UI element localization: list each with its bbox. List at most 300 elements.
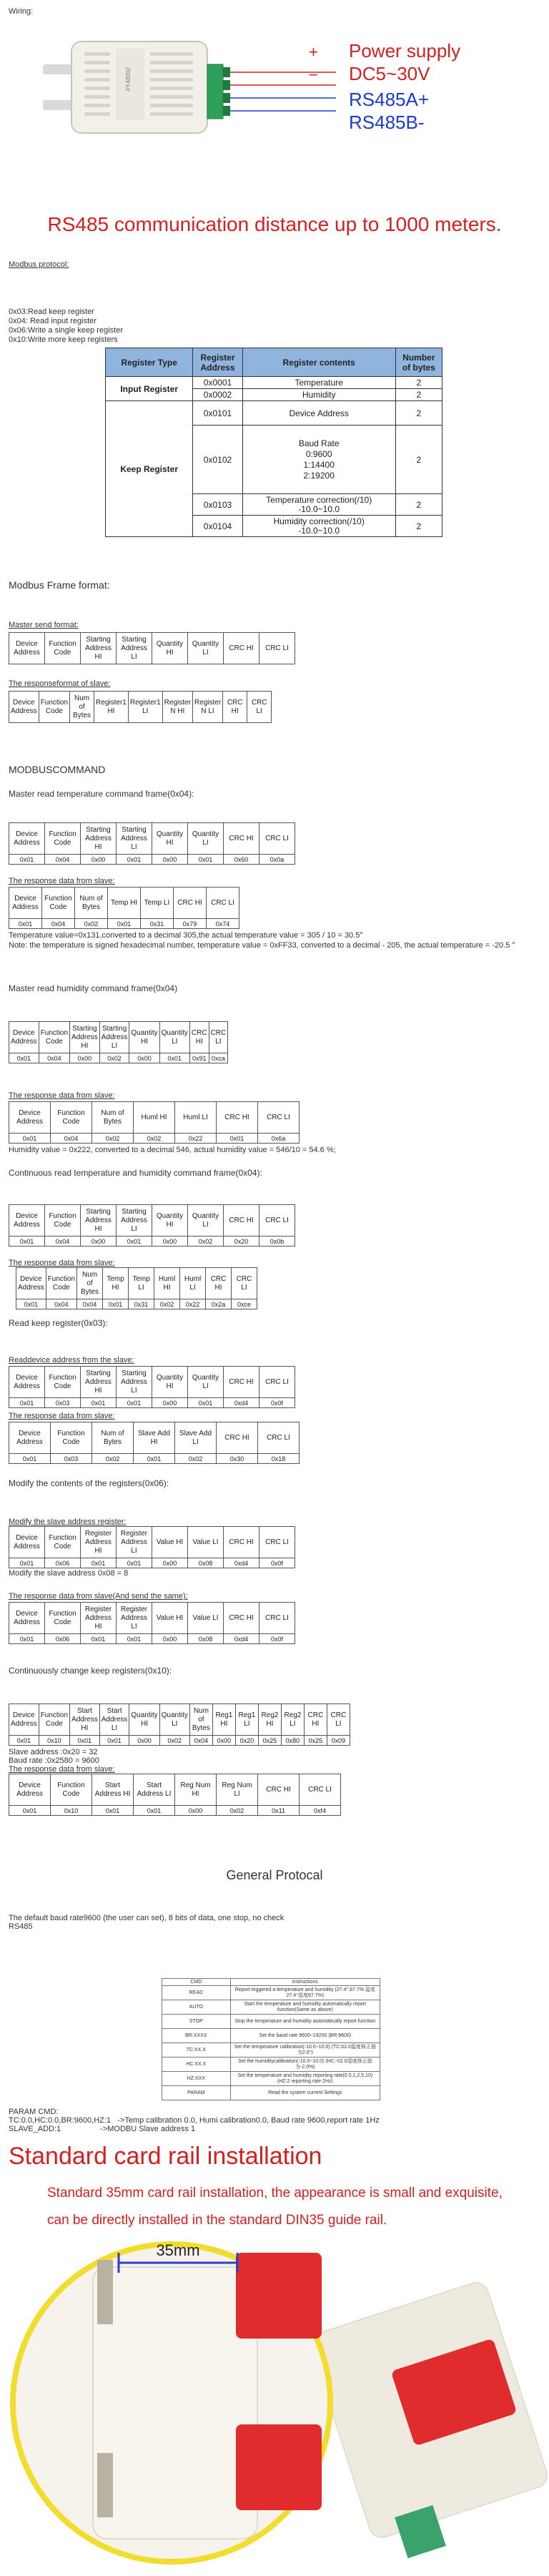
table-header-row (9, 1367, 295, 1398)
table-cell: 0x01 (81, 1558, 117, 1568)
table-cell: 0x08 (188, 1558, 224, 1568)
cont-resp-label: The response data from slave: (9, 1259, 115, 1267)
table-cell: 0x04 (45, 1237, 81, 1247)
table-cell: 0x01 (188, 1398, 224, 1408)
table-cell: Num of Bytes (92, 1422, 134, 1454)
param-line-1: TC:0.0,HC:0.0,BR:9600,HZ:1 ->Temp calibration 0.0, Humi calibration0.0, Baud rate 9600,report rate 1Hz (9, 2116, 380, 2125)
table-cell: Value HI (152, 1603, 188, 1634)
distance-banner: RS485 communication distance up to 1000 meters. (47, 213, 502, 235)
table-cell: 0x04 (46, 1299, 76, 1309)
multi-note-1: Slave address :0x20 = 32 (9, 1748, 98, 1756)
table-cell: Slave Add HI (134, 1422, 175, 1454)
table-cell: 0x02 (134, 1134, 175, 1144)
table-cell: 0x04 (42, 919, 75, 929)
table-cell: 0x00 (129, 1736, 159, 1746)
send-format-table (9, 632, 295, 664)
register-table (105, 348, 442, 537)
table-cell: 0x02 (159, 1736, 189, 1746)
table-cell: 0x01 (9, 1237, 45, 1247)
table-cell: Device Address (9, 1774, 51, 1806)
table-cell: 0x04 (39, 1053, 69, 1063)
table-cell: Device Address (9, 692, 39, 723)
table-cell: Starting Address LI (117, 1367, 152, 1398)
table-cell: 0x00 (152, 1398, 188, 1408)
param-label: PARAM CMD: (9, 2108, 59, 2116)
table-cell: CRC HI (217, 1422, 258, 1454)
table-cell: Temp HI (108, 888, 141, 919)
table-cell: Start Address LI (99, 1704, 129, 1736)
table-cell: Quantity LI (188, 1367, 224, 1398)
table-cell: 0x01 (108, 919, 141, 929)
register-content-cell: Humidity correction(/10) -10.0~10.0 (242, 516, 395, 537)
table-cell: Function Code (51, 1774, 92, 1806)
table-cell: CRC LI (209, 1022, 228, 1053)
table-cell: Temp LI (141, 888, 174, 919)
table-cell: Start the temperature and humidity automatically report function(Same as above) (230, 2000, 380, 2015)
temp-resp-label: The response data from slave: (9, 877, 115, 885)
power-supply-label: Power supply (349, 40, 461, 62)
table-row (9, 1053, 228, 1063)
table-cell: CRC LI (259, 633, 295, 664)
table-cell: Device Address (9, 1205, 45, 1237)
rail-title: Standard card rail installation (9, 2143, 322, 2170)
table-cell: 0x01 (103, 1299, 129, 1309)
register-bytes-cell: 2 (395, 377, 442, 389)
modify-resp-table (9, 1602, 295, 1644)
register-table-header: Register contents (242, 348, 395, 377)
wiring-label: Wiring: (9, 7, 34, 16)
table-cell: 0x01 (81, 1634, 117, 1644)
table-cell: 0x02 (217, 1806, 258, 1816)
table-cell: Device Address (9, 1704, 39, 1736)
cont-resp-table (16, 1267, 257, 1309)
table-cell: Instructions (230, 1979, 380, 1986)
table-cell: Start Address HI (92, 1774, 134, 1806)
table-cell: Starting Address HI (81, 1205, 117, 1237)
table-row (162, 2000, 380, 2015)
table-cell: 0x01 (117, 855, 152, 865)
table-cell: CRC LI (258, 1422, 300, 1454)
table-cell: Quantity HI (152, 633, 188, 664)
register-bytes-cell: 2 (395, 426, 442, 494)
hum-resp-table (9, 1101, 300, 1144)
general-title: General Protocal (226, 1868, 323, 1882)
table-cell: CRC LI (232, 1268, 257, 1299)
register-type-cell: Input Register (106, 377, 193, 401)
table-cell: Reg1 LI (235, 1704, 258, 1736)
table-cell: CRC HI (224, 1603, 259, 1634)
table-cell: 0xca (209, 1053, 228, 1063)
table-row (162, 2029, 380, 2043)
table-cell: Device Address (9, 1022, 39, 1053)
temp-note-2: Note: the temperature is signed hexadecimal number, temperature value = 0xFF33, converted to a decimal - 205, the actual temperature = -20.5 ° (9, 941, 515, 950)
table-cell: 0x01 (159, 1053, 189, 1063)
table-cell: Num of Bytes (75, 888, 108, 919)
send-format-label: Master send format: (9, 621, 79, 629)
table-cell: Device Address (9, 888, 42, 919)
table-cell: 0x01 (9, 855, 45, 865)
table-cell: 0x0f (259, 1634, 295, 1644)
function-code-list (9, 308, 123, 345)
table-cell: 0x00 (212, 1736, 235, 1746)
wiring-diagram (0, 20, 549, 199)
table-cell: Quantity LI (159, 1704, 189, 1736)
modify-title: Modify the contents of the registers(0x06): (9, 1478, 169, 1488)
function-code-item: 0x03:Read keep register (9, 308, 94, 316)
table-cell: 0x02 (92, 1134, 134, 1144)
table-cell: Value LI (188, 1527, 224, 1558)
table-cell: 0x06 (45, 1558, 81, 1568)
modify-resp-label: The response data from slave(And send the same): (9, 1592, 188, 1601)
register-type-cell: Keep Register (106, 401, 193, 537)
table-cell: Register N LI (192, 692, 222, 723)
hum-note: Humidity value = 0x222, converted to a decimal 546, actual humidity value = 546/10 = 54.6 %; (9, 1146, 336, 1154)
table-cell: 0x00 (129, 1053, 159, 1063)
table-cell: CRC LI (259, 823, 295, 855)
register-table-header: Number of bytes (395, 348, 442, 377)
table-cell: 0x00 (152, 855, 188, 865)
table-row (162, 2086, 380, 2100)
table-cell: HC:XX.X (162, 2058, 231, 2072)
table-cell: 0x02 (188, 1237, 224, 1247)
table-cell: 0xd4 (224, 1634, 259, 1644)
cont-cmd-title: Continuous read temperature and humidity command frame(0x04): (9, 1168, 262, 1178)
table-cell: 0x00 (152, 1558, 188, 1568)
register-address-cell: 0x0001 (193, 377, 242, 389)
read-keep-sub: Readdevice address from the slave: (9, 1356, 134, 1365)
table-row (9, 1634, 295, 1644)
table-header-row (9, 633, 295, 664)
register-content-cell: Device Address (242, 401, 395, 426)
table-cell: Huml LI (175, 1102, 217, 1134)
table-cell: 0x04 (45, 855, 81, 865)
table-cell: 0x01 (117, 1558, 152, 1568)
table-header-row (9, 823, 295, 855)
table-cell: Stop the temperature and humidity automatically report function (230, 2015, 380, 2029)
table-cell: Register1 LI (128, 692, 162, 723)
table-cell: CRC LI (300, 1774, 341, 1806)
table-cell: CRC LI (247, 692, 272, 723)
table-cell: 0x11 (258, 1806, 300, 1816)
table-cell: 0x10 (39, 1736, 69, 1746)
table-cell: Register Address LI (117, 1603, 152, 1634)
table-cell: 0x00 (81, 855, 117, 865)
register-address-cell: 0x0104 (193, 516, 242, 537)
table-cell: Function Code (45, 823, 81, 855)
table-cell: Register Address HI (81, 1603, 117, 1634)
table-cell: 0x25 (304, 1736, 327, 1746)
table-cell: CRC HI (224, 1205, 259, 1237)
table-cell: Device Address (9, 1603, 45, 1634)
table-cell: Quantity LI (188, 823, 224, 855)
temp-resp-table (9, 887, 239, 929)
register-bytes-cell: 2 (395, 494, 442, 516)
table-cell: Num of Bytes (92, 1102, 134, 1134)
table-cell: Starting Address LI (117, 1205, 152, 1237)
table-cell: 0x01 (9, 1736, 39, 1746)
table-cell: Function Code (51, 1422, 92, 1454)
temp-note-1: Temperature value=0x131,converted to a decimal 305,the actual temperature value = 305 / 10 = 30.5° (9, 931, 363, 940)
table-row (9, 1398, 295, 1408)
table-cell: Starting Address LI (99, 1022, 129, 1053)
table-cell: 0x25 (258, 1736, 281, 1746)
table-cell: 0x01 (117, 1634, 152, 1644)
modify-note: Modify the slave address 0x08 = 8 (9, 1569, 129, 1578)
table-header-row (9, 1527, 295, 1558)
table-cell: Device Address (9, 1102, 51, 1134)
table-cell: 0x01 (9, 1053, 39, 1063)
table-cell: 0x02 (175, 1454, 217, 1464)
table-cell: 0x0a (259, 855, 295, 865)
table-cell: 0x01 (117, 1398, 152, 1408)
table-cell: Function Code (45, 633, 81, 664)
register-content-cell: Temperature (242, 377, 395, 389)
table-cell: 0x02 (99, 1053, 129, 1063)
table-cell: Report triggered a temperature and humidity (27.4°,67.7% 温度27.4°湿度67.7%) (230, 1986, 380, 2000)
table-cell: 0x01 (134, 1454, 175, 1464)
table-cell: 0x01 (188, 855, 224, 865)
multi-resp-label: The response data from slave: (9, 1765, 115, 1774)
table-cell: Quantity HI (152, 1205, 188, 1237)
table-cell: CRC LI (258, 1102, 300, 1134)
function-code-item: 0x04: Read input register (9, 317, 97, 325)
table-cell: 0x03 (45, 1398, 81, 1408)
table-cell: Function Code (39, 1022, 69, 1053)
table-cell: CRC HI (174, 888, 207, 919)
table-cell: Num of Bytes (77, 1268, 103, 1299)
table-cell: 0x6a (258, 1134, 300, 1144)
table-row (9, 1237, 295, 1247)
table-cell: READ (162, 1986, 231, 2000)
response-format-table (9, 691, 272, 723)
multi-table (9, 1704, 350, 1746)
table-header-row (9, 1422, 300, 1454)
table-cell: Quantity HI (129, 1022, 159, 1053)
table-cell: Starting Address LI (117, 633, 152, 664)
table-header-row (9, 1704, 350, 1736)
table-cell: 0x01 (9, 1634, 45, 1644)
table-cell: 0x01 (9, 1398, 45, 1408)
table-header-row (9, 692, 272, 723)
table-row (9, 1134, 300, 1144)
table-cell: TC:XX.X (162, 2043, 231, 2058)
table-cell: CRC HI (189, 1022, 209, 1053)
rail-photo (0, 2238, 549, 2572)
table-cell: 0x31 (141, 919, 174, 929)
register-bytes-cell: 2 (395, 389, 442, 401)
table-cell: 0x01 (217, 1134, 258, 1144)
table-cell: 0x0b (259, 1237, 295, 1247)
table-cell: 0x01 (9, 1134, 51, 1144)
table-row (9, 919, 239, 929)
table-cell: CRC LI (259, 1367, 295, 1398)
table-row (162, 2043, 380, 2058)
modify-table (9, 1526, 295, 1568)
clip-bottom-left (97, 2453, 113, 2517)
table-cell: Starting Address HI (81, 633, 117, 664)
table-cell: Read the system current Settings (230, 2086, 380, 2100)
table-cell: HZ:XXX (162, 2072, 231, 2086)
table-cell: Quantity LI (188, 1205, 224, 1237)
table-cell: CRC HI (304, 1704, 327, 1736)
table-cell: 0x18 (258, 1454, 300, 1464)
table-cell: CRC HI (224, 633, 259, 664)
table-cell: Device Address (9, 1422, 51, 1454)
table-header-row (9, 1774, 341, 1806)
table-cell: Slave Add LI (175, 1422, 217, 1454)
register-table-header: Register Address (193, 348, 242, 377)
table-cell: 0x31 (129, 1299, 154, 1309)
table-cell: 0x01 (99, 1736, 129, 1746)
multi-note-2: Baud rate :0x2580 = 9600 (9, 1756, 99, 1765)
table-cell: 0xf4 (300, 1806, 341, 1816)
table-cell: Register Address LI (117, 1527, 152, 1558)
table-row (162, 2058, 380, 2072)
terminal-block (207, 64, 223, 119)
table-cell: 0x80 (281, 1736, 304, 1746)
table-cell: Set the humiditycalibration(-10.0~10.0) (HC:-02.0湿度修正值为-2.0%) (230, 2058, 380, 2072)
voltage-label: DC5~30V (349, 63, 430, 84)
table-cell: Set the temperature calibration(-10.0~10.0) (TC:02.0温度修正值为2.0°) (230, 2043, 380, 2058)
table-cell: 0x01 (81, 1398, 117, 1408)
wiring-illustration (0, 20, 549, 199)
table-cell: Quantity LI (188, 633, 224, 664)
table-row (9, 855, 295, 865)
table-cell: Function Code (45, 1205, 81, 1237)
table-cell: Num of Bytes (70, 692, 94, 723)
table-cell: 0x0f (259, 1558, 295, 1568)
table-cell: Value HI (152, 1527, 188, 1558)
table-cell: Function Code (39, 1704, 69, 1736)
table-cell: PARAM (162, 2086, 231, 2100)
table-cell: 0x74 (207, 919, 239, 929)
table-cell: 0x30 (217, 1454, 258, 1464)
table-cell: Reg2 HI (258, 1704, 281, 1736)
register-address-cell: 0x0102 (193, 426, 242, 494)
response-format-label: The responseformat of slave: (9, 679, 111, 688)
table-cell: Temp HI (103, 1268, 129, 1299)
read-keep-title: Read keep register(0x03): (9, 1318, 108, 1328)
table-cell: Function Code (39, 692, 69, 723)
table-header-row (9, 1022, 228, 1053)
table-cell: 0x20 (224, 1237, 259, 1247)
table-cell: Starting Address HI (81, 823, 117, 855)
red-clip-bottom (236, 2424, 322, 2510)
modify-sub: Modify the slave address register: (9, 1518, 127, 1526)
table-row (9, 1454, 300, 1464)
table-cell: 0x00 (152, 1237, 188, 1247)
table-cell: CRC LI (327, 1704, 350, 1736)
device-back-view (93, 2267, 257, 2539)
table-cell: 0x02 (75, 919, 108, 929)
general-cmd-table (162, 1978, 380, 2100)
command-title: MODBUSCOMMAND (9, 764, 106, 775)
table-cell: CRC HI (224, 823, 259, 855)
table-cell: 0x03 (51, 1454, 92, 1464)
table-cell: 0x91 (189, 1053, 209, 1063)
table-cell: Set the temperature and humidity reporting rate(0.5,1,2,5,10) (HZ:2 reporting rate 2Hz) (230, 2072, 380, 2086)
table-header-row (9, 888, 239, 919)
table-cell: Reg1 HI (212, 1704, 235, 1736)
read-keep-resp-table (9, 1422, 300, 1464)
table-cell: CRC LI (207, 888, 239, 919)
table-cell: Huml LI (180, 1268, 206, 1299)
param-line-2: SLAVE_ADD:1 ->MODBU Slave address 1 (9, 2125, 196, 2133)
table-cell: Starting Address LI (117, 823, 152, 855)
table-cell: Reg Num HI (175, 1774, 217, 1806)
table-cell: Start Address LI (134, 1774, 175, 1806)
table-cell: 0x02 (92, 1454, 134, 1464)
table-cell: 0xce (232, 1299, 257, 1309)
table-header-row (9, 1603, 295, 1634)
hum-resp-label: The response data from slave: (9, 1091, 115, 1100)
table-cell: CRC HI (206, 1268, 232, 1299)
table-cell: Function Code (45, 1367, 81, 1398)
table-row (9, 1806, 341, 1816)
table-cell: 0x00 (81, 1237, 117, 1247)
device-model-text: XY-MD02 (125, 67, 132, 92)
minus-sign: − (309, 66, 318, 84)
table-cell: Reg2 LI (281, 1704, 304, 1736)
rail-line-1: Standard 35mm card rail installation, the appearance is small and exquisite, (47, 2186, 503, 2201)
table-cell: Starting Address HI (81, 1367, 117, 1398)
table-cell: Device Address (9, 1527, 45, 1558)
rs485a-label: RS485A+ (349, 89, 430, 110)
table-cell: Device Address (9, 1367, 45, 1398)
table-cell: 0x01 (70, 1736, 100, 1746)
register-bytes-cell: 2 (395, 401, 442, 426)
table-row (162, 2015, 380, 2029)
table-cell: BR:XXXX (162, 2029, 231, 2043)
table-cell: CRC HI (258, 1774, 300, 1806)
table-cell: 0x09 (327, 1736, 350, 1746)
table-cell: 0x0f (259, 1398, 295, 1408)
clip-top-left (97, 2260, 113, 2324)
table-cell: Function Code (51, 1102, 92, 1134)
general-line-1: The default baud rate9600 (the user can set), 8 bits of data, one stop, no check (9, 1914, 285, 1922)
table-cell: 0x22 (175, 1134, 217, 1144)
table-row (162, 1986, 380, 2000)
table-header-row (9, 1205, 295, 1237)
table-cell: Set the baud rate 9600~19200 (BR:9600) (230, 2029, 380, 2043)
table-cell: 0x01 (16, 1299, 46, 1309)
table-cell: 0x20 (235, 1736, 258, 1746)
rail-line-2: can be directly installed in the standard DIN35 guide rail. (47, 2213, 387, 2228)
table-cell: Device Address (9, 823, 45, 855)
table-cell: 0x79 (174, 919, 207, 929)
table-cell: 0x04 (77, 1299, 103, 1309)
table-cell: Register Address HI (81, 1527, 117, 1558)
frame-format-title: Modbus Frame format: (9, 579, 110, 591)
table-cell: 0x06 (45, 1634, 81, 1644)
table-cell: 0x22 (180, 1299, 206, 1309)
table-cell: 0x02 (154, 1299, 180, 1309)
table-row (162, 2072, 380, 2086)
table-cell: 0x00 (70, 1053, 100, 1063)
cont-cmd-table (9, 1204, 295, 1247)
table-cell: 0x01 (9, 919, 42, 929)
function-code-item: 0x06:Write a single keep register (9, 326, 123, 335)
table-cell: CRC HI (217, 1102, 258, 1134)
table-cell: Quantity HI (152, 823, 188, 855)
read-keep-resp-label: The response data from slave: (9, 1412, 115, 1420)
table-cell: CRC LI (259, 1205, 295, 1237)
hum-cmd-table (9, 1021, 228, 1063)
modbus-protocol-label: Modbus protocol: (9, 260, 69, 269)
rs485b-label: RS485B- (349, 112, 425, 133)
table-cell: Huml HI (154, 1268, 180, 1299)
table-row (16, 1299, 257, 1309)
